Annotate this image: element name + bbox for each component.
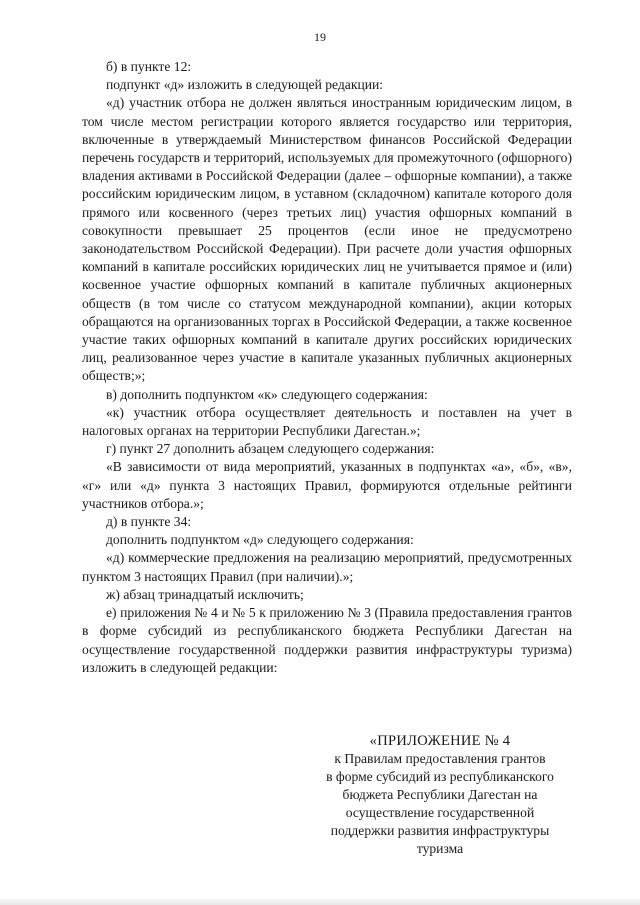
paragraph: в) дополнить подпунктом «к» следующего содержания: <box>106 386 428 402</box>
paragraph: подпункт «д» изложить в следующей редакции: <box>106 77 384 93</box>
scan-edge <box>0 899 640 905</box>
paragraph: «д) коммерческие предложения на реализацию мероприятий, предусмотренных пунктом 3 настоящих Правил (при наличии).»; <box>82 550 572 584</box>
appendix-line: туризма <box>416 841 464 856</box>
paragraph: «В зависимости от вида мероприятий, указанных в подпунктах «а», «б», «в», «г» или «д» пункта 3 настоящих Правил, формируются отдельные рейтинги участников отбора.»; <box>82 459 572 511</box>
page-number: 19 <box>314 30 326 44</box>
paragraph: е) приложения № 4 и № 5 к приложению № 3 (Правила предоставления грантов в форме субсидий из республиканского бюджета Республики Дагестан на осуществление государственной поддержки развития инфраструктуры туризма) изложить в следующей редакции: <box>82 605 572 675</box>
paragraph: б) в пункте 12: <box>106 59 192 74</box>
document-body <box>82 58 572 677</box>
paragraph: «к) участник отбора осуществляет деятельность и поставлен на учет в налоговых органах на территории Республики Дагестан.»; <box>82 404 572 439</box>
appendix-line: бюджета Республики Дагестан на <box>342 787 538 802</box>
paragraph: д) в пункте 34: <box>106 514 192 530</box>
appendix-title: «ПРИЛОЖЕНИЕ № 4 <box>369 733 511 749</box>
appendix-line: в форме субсидий из республиканского <box>326 769 554 784</box>
appendix-line: поддержки развития инфраструктуры <box>330 823 550 838</box>
appendix-line: к Правилам предоставления грантов <box>334 751 546 766</box>
appendix-line: осуществление государственной <box>345 805 535 820</box>
paragraph: ж) абзац тринадцатый исключить; <box>106 586 304 602</box>
paragraph: г) пункт 27 дополнить абзацем следующего содержания: <box>106 441 435 457</box>
paragraph: «д) участник отбора не должен являться иностранным юридическим лицом, в том числе местом регистрации которого является государство или территория, включенные в утверждаемый Министерством финансов Российской Федерации перечень государств и территорий, используемых для промежуточного (офшорного) владения активами в Российской Федерации (далее – офшорные компании), а также российским юридическим лицом, в уставном (складочном) капитале которого доля прямого или косвенного (через третьих лиц) участия офшорных компаний в совокупности превышает 25 процентов (если иное не предусмотрено законодательством Российской Федерации). При расчете доли участия офшорных компаний в капитале российских юридических лиц не учитывается прямое и (или) косвенное участие офшорных компаний в капитале публичных акционерных обществ (в том числе со статусом международной компании), акции которых обращаются на организованных торгах в Российской Федерации, а также косвенное участие таких офшорных компаний в капитале других российских юридических лиц, реализованное через участие в капитале указанных публичных акционерных обществ;»; <box>82 95 572 384</box>
paragraph: дополнить подпунктом «д» следующего содержания: <box>106 532 414 548</box>
appendix-header <box>300 732 580 858</box>
